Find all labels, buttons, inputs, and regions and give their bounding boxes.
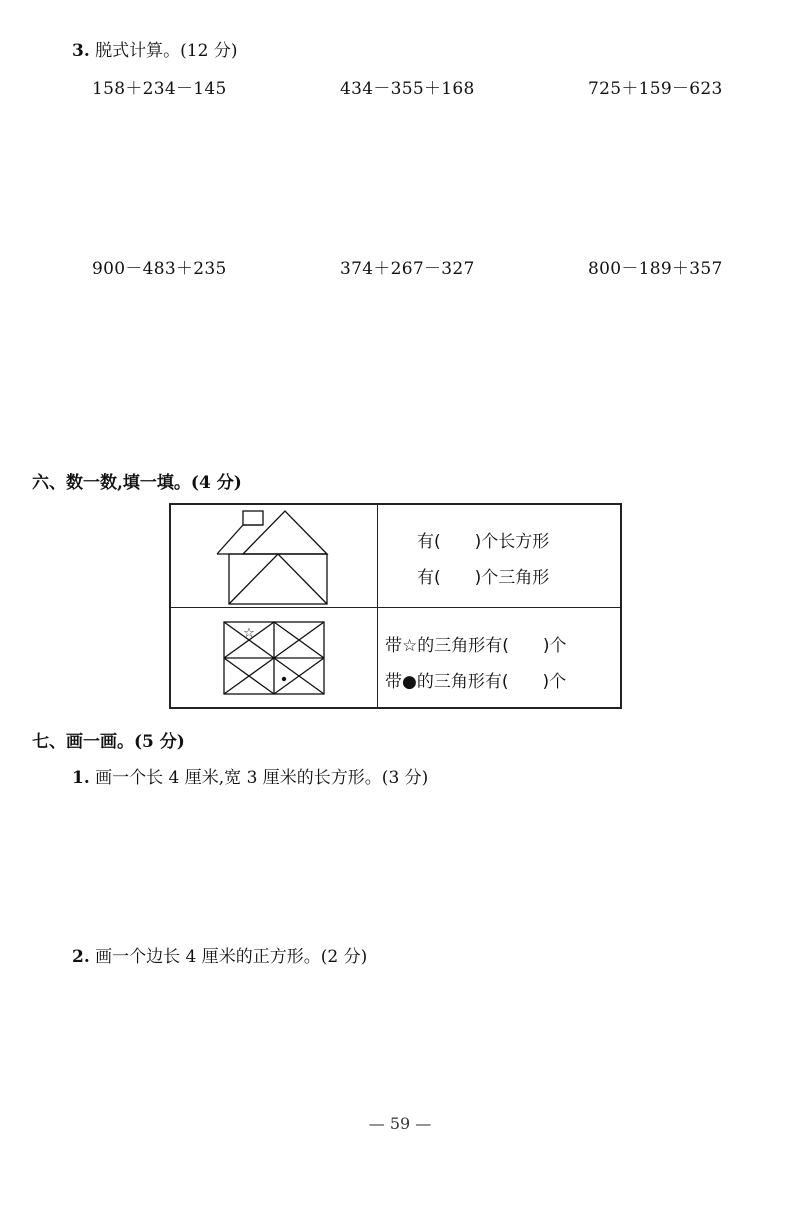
sec7-q2-number: 2. (72, 947, 90, 967)
grid-figure (223, 621, 327, 697)
expr-1: 158＋234－145 (92, 79, 227, 99)
q3-title: 脱式计算。(12 分) (95, 41, 238, 61)
expr-6: 800－189＋357 (588, 259, 723, 279)
dot-icon (282, 677, 286, 681)
table-horizontal-divider (171, 607, 620, 608)
expr-4: 900－483＋235 (92, 259, 227, 279)
sec7-title: 七、画一画。(5 分) (32, 732, 185, 752)
expr-3: 725＋159－623 (588, 79, 723, 99)
star-triangle-line: 带☆的三角形有( )个 (385, 636, 567, 656)
page-number: — 59 — (368, 1114, 432, 1133)
sec7-q1-number: 1. (72, 768, 90, 788)
triangle-count-line: 有( )个三角形 (417, 568, 550, 588)
sec7-q2-text: 画一个边长 4 厘米的正方形。(2 分) (95, 947, 368, 967)
expr-5: 374＋267－327 (340, 259, 475, 279)
sec7-q2 (72, 942, 367, 967)
house-body (229, 554, 327, 604)
sec7-q1-text: 画一个长 4 厘米,宽 3 厘米的长方形。(3 分) (95, 768, 429, 788)
house-left-roof (217, 525, 263, 554)
star-icon: ☆ (243, 626, 255, 641)
q3-heading (72, 36, 237, 61)
house-inner-triangle (229, 554, 327, 604)
sec7-q1 (72, 763, 428, 788)
expr-2: 434－355＋168 (340, 79, 475, 99)
rect-count-line: 有( )个长方形 (417, 532, 550, 552)
house-roof-triangle (243, 511, 327, 554)
count-table (169, 503, 622, 709)
q3-number: 3. (72, 41, 90, 61)
table-vertical-divider (377, 505, 378, 707)
house-chimney (243, 511, 263, 525)
sec6-title: 六、数一数,填一填。(4 分) (32, 473, 242, 493)
dot-triangle-line: 带●的三角形有( )个 (385, 672, 567, 692)
house-figure (215, 509, 331, 607)
